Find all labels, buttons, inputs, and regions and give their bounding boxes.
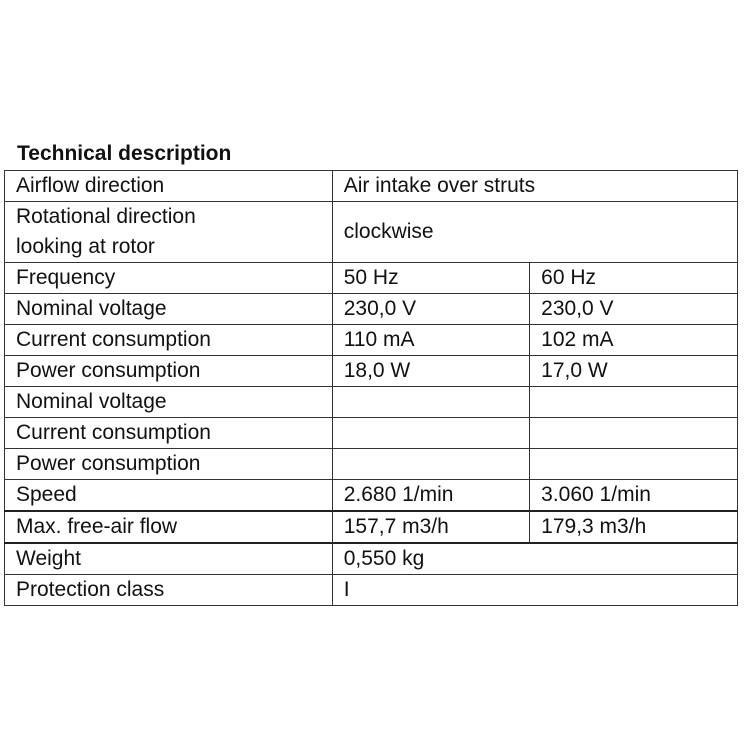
table-row-nominal-voltage <box>5 294 738 325</box>
table-row-power-consumption-2 <box>5 449 738 480</box>
page-title: Technical description <box>17 142 232 165</box>
value-50hz: 2.680 1/min <box>332 480 529 512</box>
row-label: Current consumption <box>5 418 333 449</box>
value-60hz: 102 mA <box>530 325 738 356</box>
table-row-max-free-air-flow <box>5 511 738 543</box>
table-row-speed <box>5 480 738 512</box>
row-label: Nominal voltage <box>5 387 333 418</box>
value-60hz: 179,3 m3/h <box>530 511 738 543</box>
value-60hz <box>530 418 738 449</box>
value-50hz <box>332 387 529 418</box>
row-label: Frequency <box>5 263 333 294</box>
row-label-line-2: looking at rotor <box>16 235 155 258</box>
value-50hz: 50 Hz <box>332 263 529 294</box>
row-label <box>5 202 333 263</box>
table-row-protection-class <box>5 575 738 606</box>
row-value: clockwise <box>332 202 737 263</box>
value-60hz <box>530 387 738 418</box>
value-50hz: 18,0 W <box>332 356 529 387</box>
value-60hz: 17,0 W <box>530 356 738 387</box>
value-50hz: 110 mA <box>332 325 529 356</box>
table-row-frequency <box>5 263 738 294</box>
row-label: Max. free-air flow <box>5 511 333 543</box>
value-50hz <box>332 449 529 480</box>
table-row-rotational-direction <box>5 202 738 263</box>
row-label: Nominal voltage <box>5 294 333 325</box>
row-label: Weight <box>5 543 333 575</box>
row-label-line-1: Rotational direction <box>16 205 196 228</box>
table-row-current-consumption-2 <box>5 418 738 449</box>
row-value: Air intake over struts <box>332 171 737 202</box>
value-50hz <box>332 418 529 449</box>
table-row-power-consumption <box>5 356 738 387</box>
value-60hz: 230,0 V <box>530 294 738 325</box>
table-row-weight <box>5 543 738 575</box>
table-row-current-consumption <box>5 325 738 356</box>
row-value: 0,550 kg <box>332 543 737 575</box>
value-60hz: 3.060 1/min <box>530 480 738 512</box>
technical-description-table <box>4 170 738 606</box>
value-50hz: 230,0 V <box>332 294 529 325</box>
value-60hz: 60 Hz <box>530 263 738 294</box>
row-label: Power consumption <box>5 356 333 387</box>
row-label: Current consumption <box>5 325 333 356</box>
row-label: Airflow direction <box>5 171 333 202</box>
row-label: Protection class <box>5 575 333 606</box>
value-50hz: 157,7 m3/h <box>332 511 529 543</box>
row-label: Speed <box>5 480 333 512</box>
row-value: I <box>332 575 737 606</box>
table-row-airflow-direction <box>5 171 738 202</box>
row-label: Power consumption <box>5 449 333 480</box>
table-row-nominal-voltage-2 <box>5 387 738 418</box>
value-60hz <box>530 449 738 480</box>
